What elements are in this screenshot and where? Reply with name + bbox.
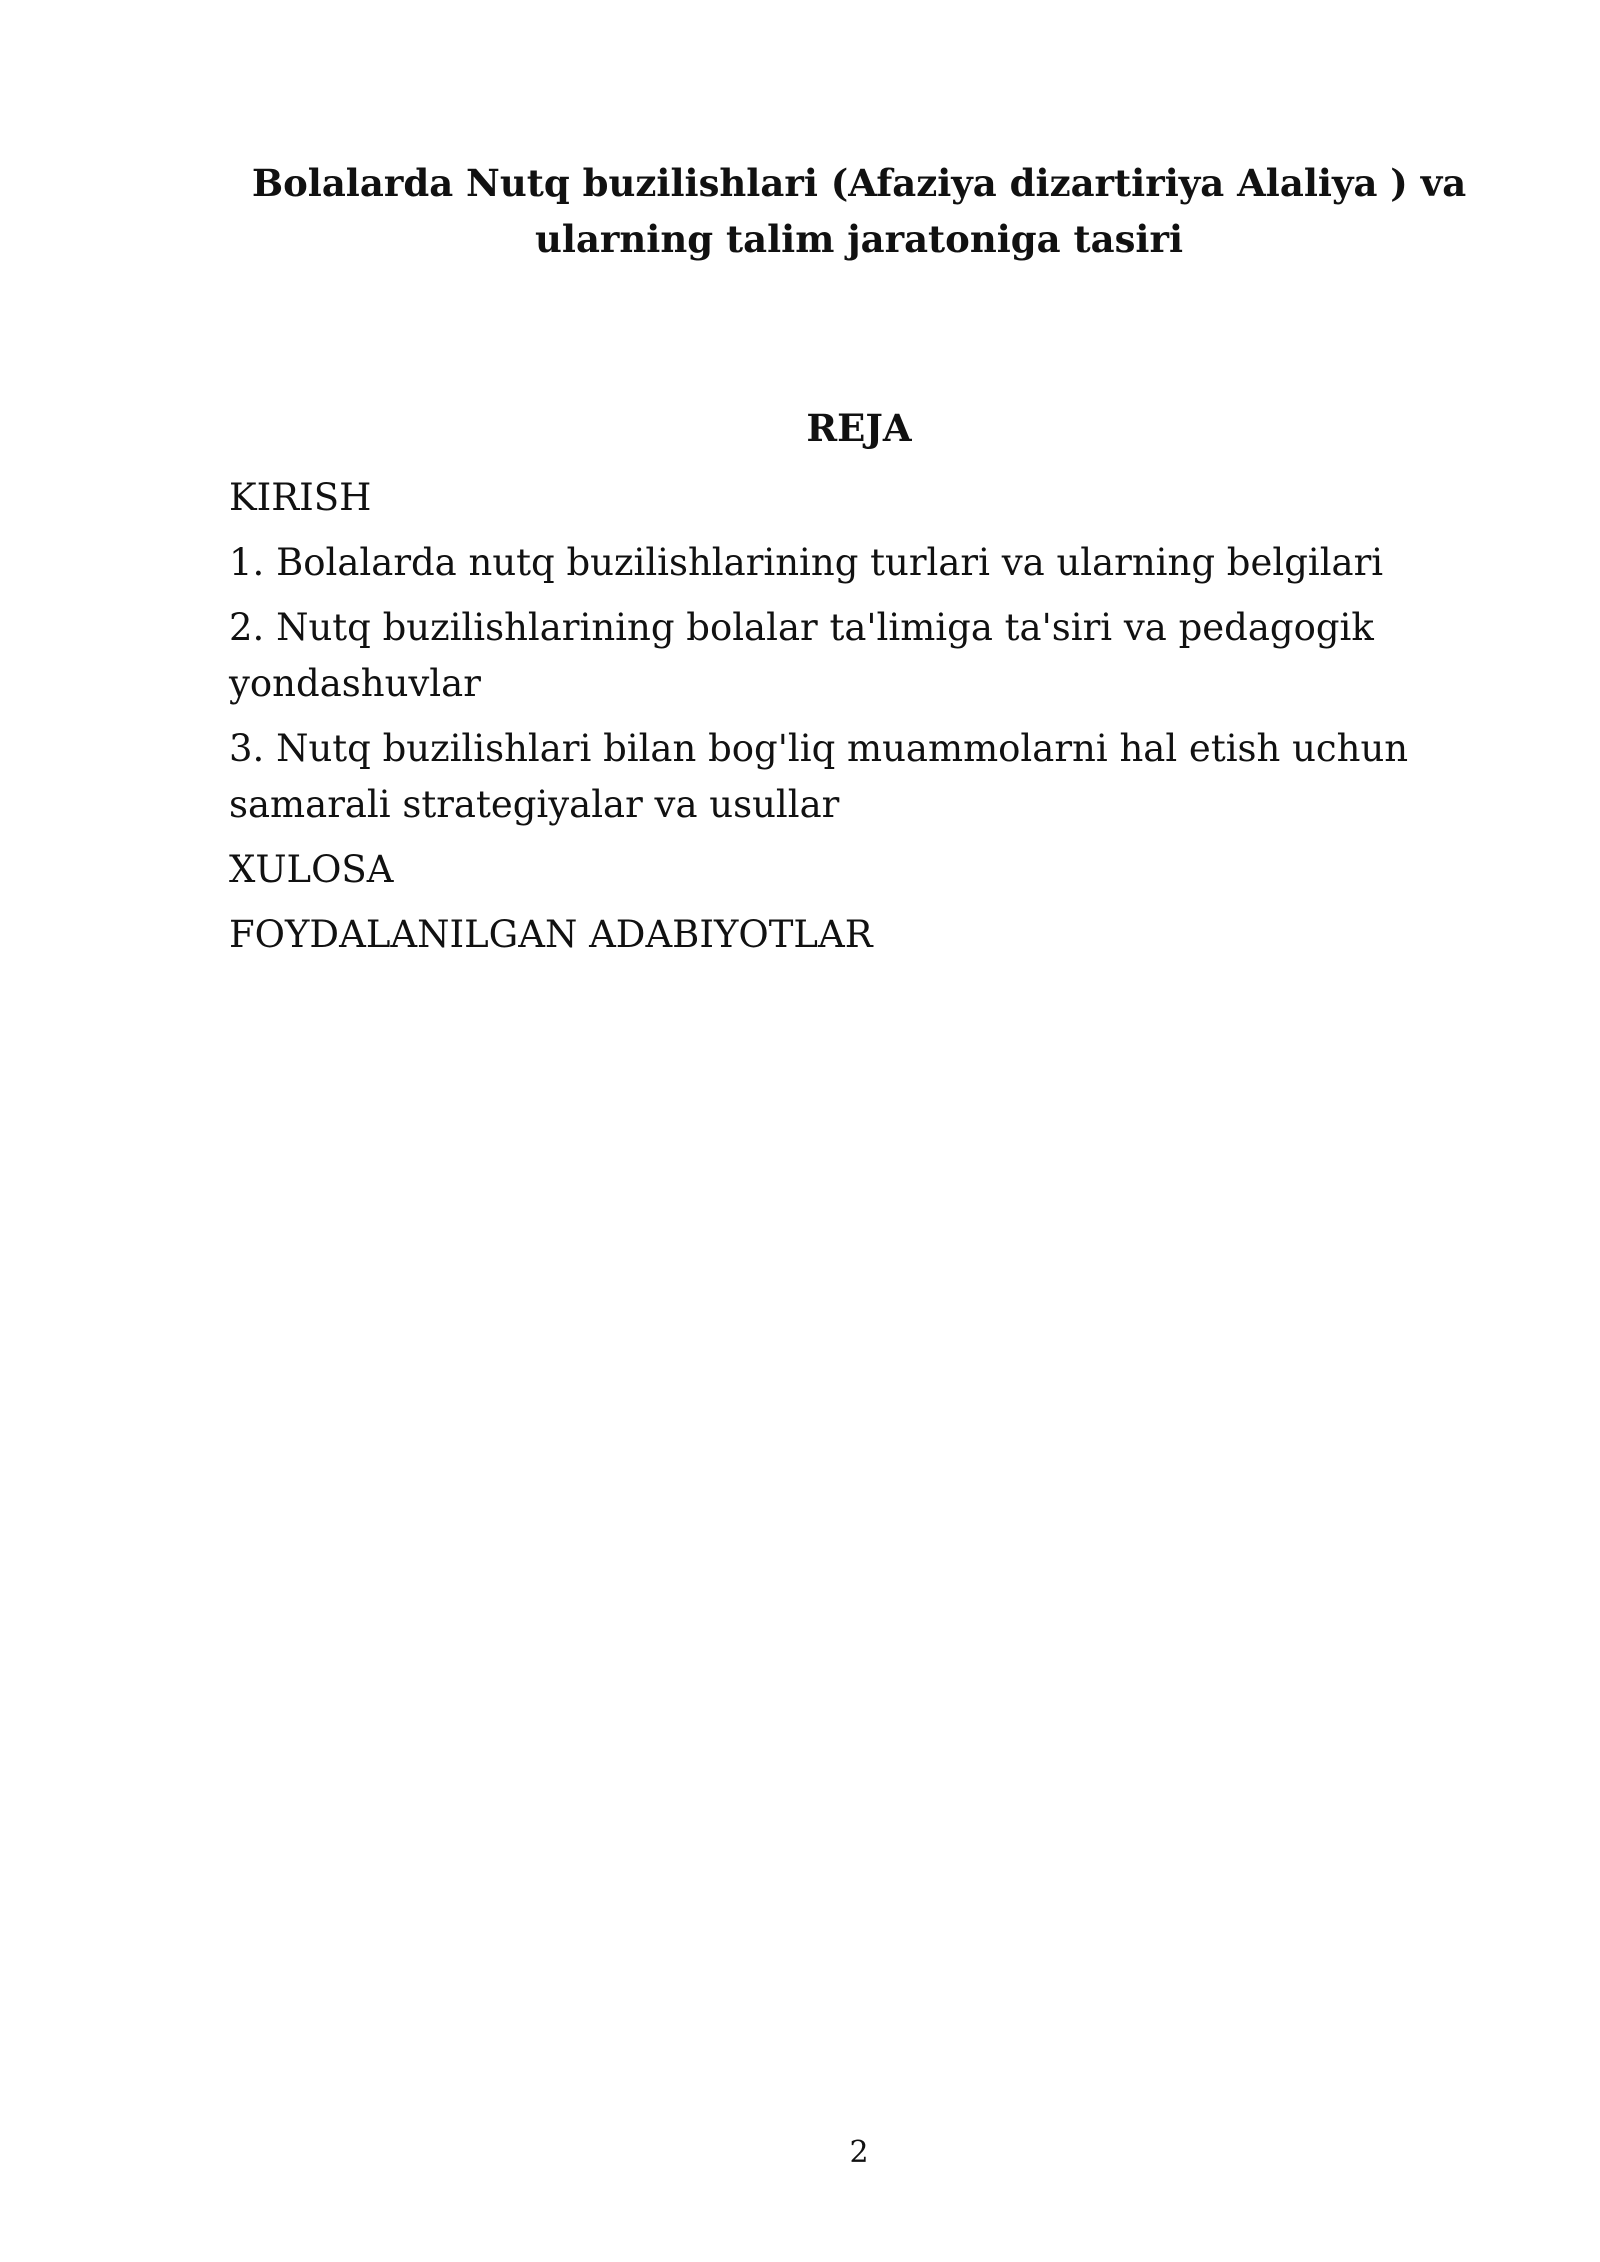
plan-item-conclusion: XULOSA bbox=[229, 848, 394, 891]
plan-item-introduction: KIRISH bbox=[229, 476, 372, 519]
plan-list bbox=[229, 470, 1491, 972]
plan-heading: REJA bbox=[806, 406, 912, 450]
document-title: Bolalarda Nutq buzilishlari (Afaziya dizartiriya Alaliya ) va ularning talim jaratoniga tasiri bbox=[251, 161, 1467, 261]
plan-item-3: 3. Nutq buzilishlari bilan bog'liq muammolarni hal etish uchun samarali strategiyalar va usullar bbox=[229, 727, 1409, 826]
plan-item-2: 2. Nutq buzilishlarining bolalar ta'limiga ta'siri va pedagogik yondashuvlar bbox=[229, 606, 1374, 705]
plan-item-1: 1. Bolalarda nutq buzilishlarining turlari va ularning belgilari bbox=[229, 541, 1384, 584]
plan-item-references: FOYDALANILGAN ADABIYOTLAR bbox=[229, 913, 873, 956]
page-number: 2 bbox=[849, 2135, 869, 2170]
